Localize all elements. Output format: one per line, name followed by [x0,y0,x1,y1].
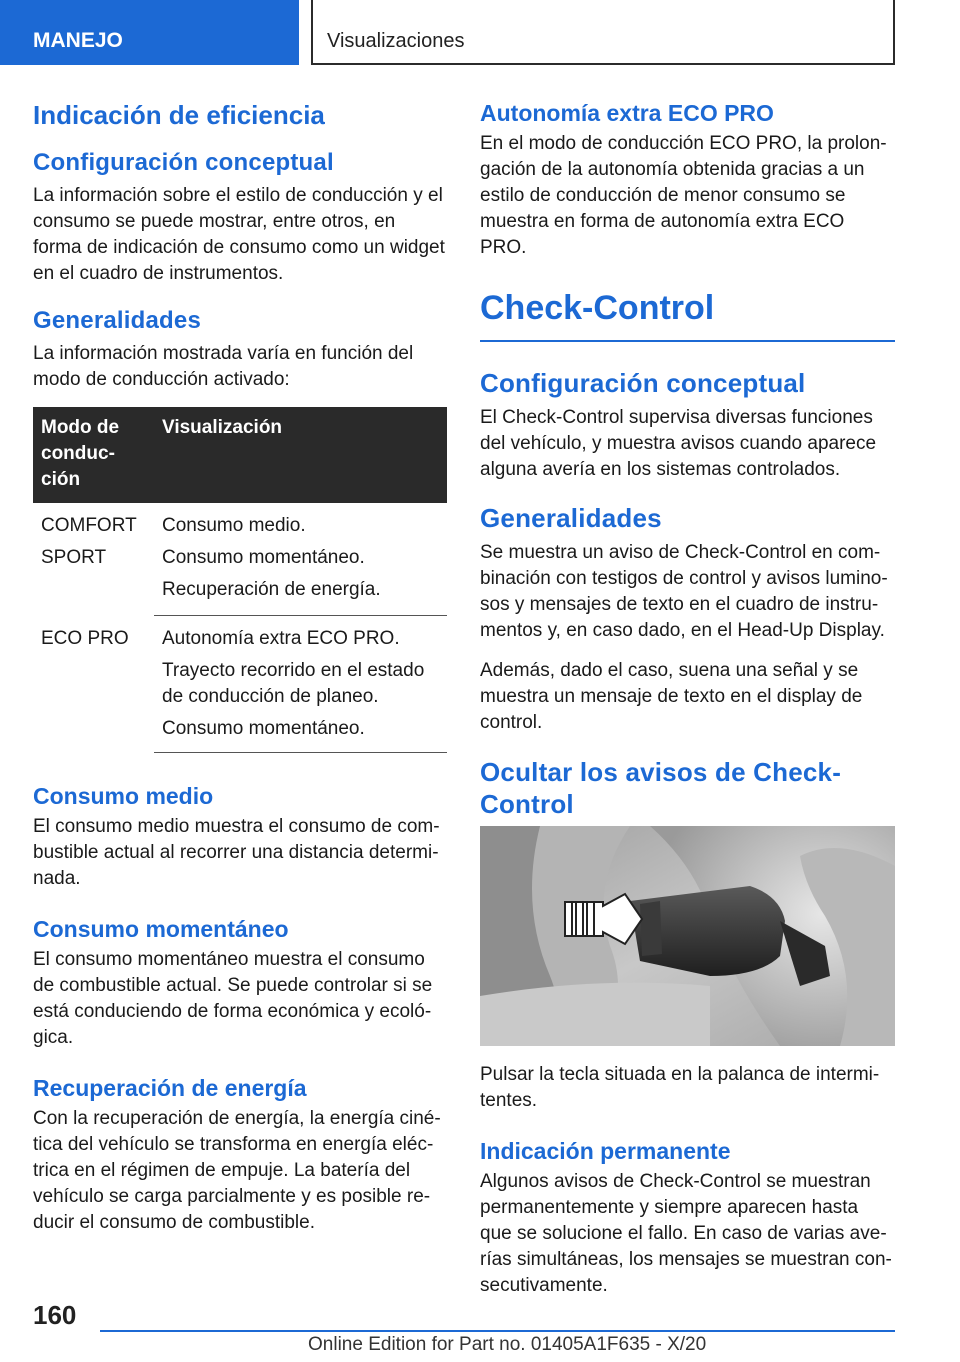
concept-cc-text: El Check-Control supervisa diversas funciones del vehículo, y muestra avisos cuando aparece alguna avería en los sistemas controlados. [480,407,877,480]
general-text: La información mostrada varía en función del modo de conducción activado: [33,343,414,390]
average-consumption-text: El consumo medio muestra el consumo de combustible actual al recorrer una distancia determinada. [33,816,440,889]
table-row [33,616,447,753]
table-row [33,503,447,616]
heading-permanent-indication: Indicación permanente [480,1138,731,1164]
table-header-mode: Modo de conducción [33,407,154,503]
heading-eco-pro-range: Autonomía extra ECO PRO [480,100,774,126]
heading-concept: Configuración conceptual [33,149,334,176]
table-cell: Consumo medio. [162,515,306,536]
heading-general-cc: Generalidades [480,503,662,533]
heading-hide-check-control: Ocultar los avisos de Check-Control [480,757,842,819]
turn-signal-lever-image [480,826,895,1046]
table-cell: Consumo momentáneo. [162,547,365,568]
footer-rule [100,1330,895,1332]
left-column [33,100,447,1250]
instant-consumption-text: El consumo momentáneo muestra el consumo de combustible actual. Se puede controlar si se está conduciendo de forma económica y ecológica. [33,949,433,1048]
section-title-efficiency: Indicación de eficiencia [33,100,325,130]
heading-concept-cc: Configuración conceptual [480,368,806,398]
concept-text: La información sobre el estilo de conducción y el consumo se puede mostrar, entre otros, en forma de indicación de consumo como un widget en el cuadro de instrumentos. [33,185,445,284]
footer-edition: Online Edition for Part no. 01405A1F635 - X/20 [308,1334,707,1355]
mode-table [33,407,447,753]
table-header-display: Visualización [154,407,447,503]
heading-energy-recovery: Recuperación de energía [33,1075,307,1101]
mode-comfort: COMFORT [41,515,137,536]
heading-general: Generalidades [33,307,202,334]
heading-average-consumption: Consumo medio [33,783,214,809]
mode-eco-pro: ECO PRO [41,628,129,649]
energy-recovery-text: Con la recuperación de energía, la energía cinética del vehículo se transforma en energía eléctrica en el régimen de empuje. La batería del vehículo se carga parcialmente y es posible reducir el consumo de combustible. [33,1108,441,1233]
mode-sport: SPORT [41,547,107,568]
table-cell: Trayecto recorrido en el estado de conducción de planeo. [162,660,425,707]
table-cell: Consumo momentáneo. [162,718,365,739]
page-number: 160 [33,1300,77,1330]
section-tab: MANEJO [0,0,299,65]
table-cell: Recuperación de energía. [162,579,381,600]
permanent-indication-text: Algunos avisos de Check-Control se muestran permanentemente y siempre aparecen hasta que se solucione el fallo. En caso de varias averías simultáneas, los mensajes se muestran consecutivamente. [480,1171,892,1296]
chapter-title: Visualizaciones [311,0,895,65]
general-cc-text-2: Además, dado el caso, suena una señal y se muestra un mensaje de texto en el display de control. [480,660,863,733]
hide-check-control-caption: Pulsar la tecla situada en la palanca de intermitentes. [480,1064,880,1111]
right-column [480,100,895,1313]
heading-instant-consumption: Consumo momentáneo [33,916,289,942]
general-cc-text-1: Se muestra un aviso de Check-Control en combinación con testigos de control y avisos luminosos y mensajes de texto en el cuadro de instrumentos y, en caso dado, en el Head-Up Display. [480,542,888,641]
table-cell: Autonomía extra ECO PRO. [162,628,400,649]
eco-pro-text: En el modo de conducción ECO PRO, la prolongación de la autonomía obtenida gracias a un estilo de conducción de menor consumo se muestra en forma de autonomía extra ECO PRO. [480,133,887,258]
section-title-check-control: Check-Control [480,289,895,342]
